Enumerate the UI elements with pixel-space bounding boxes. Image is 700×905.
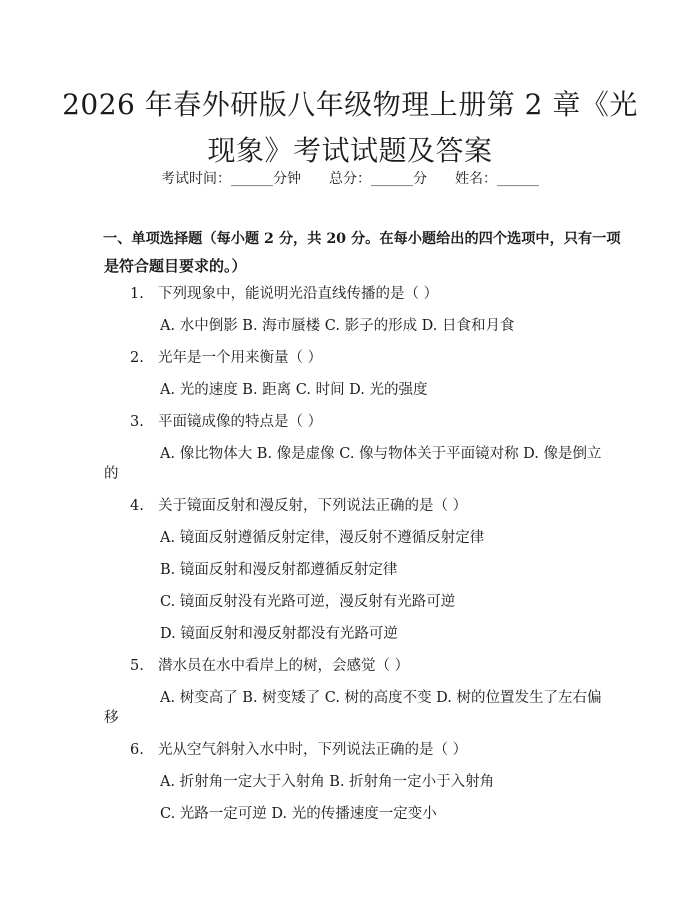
question-stem: 光从空气斜射入水中时，下列说法正确的是（ ） — [158, 742, 468, 758]
question-4-option-d: D. 镜面反射和漫反射都没有光路可逆 — [160, 626, 398, 642]
time-unit: 分钟 — [273, 171, 301, 187]
question-3-options-wrap: 的 — [104, 466, 119, 482]
exam-title — [60, 82, 640, 174]
question-number: 3. — [130, 414, 144, 430]
question-3-options: A. 像比物体大 B. 像是虚像 C. 像与物体关于平面镜对称 D. 像是倒立 — [160, 446, 602, 462]
question-4-option-c: C. 镜面反射没有光路可逆，漫反射有光路可逆 — [160, 594, 456, 610]
exam-meta — [0, 168, 700, 188]
section-heading-line-2: 是符合题目要求的。） — [104, 257, 247, 275]
question-5 — [130, 654, 409, 675]
score-label: 总分： — [329, 171, 371, 187]
score-unit: 分 — [413, 171, 427, 187]
question-6-options-ab: A. 折射角一定大于入射角 B. 折射角一定小于入射角 — [160, 774, 495, 790]
question-number: 1. — [130, 286, 144, 302]
question-1-options: A. 水中倒影 B. 海市蜃楼 C. 影子的形成 D. 日食和月食 — [160, 318, 515, 334]
score-blank: ______ — [371, 171, 413, 187]
question-number: 6. — [130, 742, 144, 758]
question-3 — [130, 410, 322, 431]
question-5-options: A. 树变高了 B. 树变矮了 C. 树的高度不变 D. 树的位置发生了左右偏 — [160, 690, 602, 706]
title-line-2: 现象》考试试题及答案 — [207, 134, 493, 167]
time-blank: ______ — [231, 171, 273, 187]
question-number: 5. — [130, 658, 144, 674]
question-number: 2. — [130, 350, 144, 366]
question-4 — [130, 494, 467, 515]
title-line-1: 2026 年春外研版八年级物理上册第 2 章《光 — [62, 88, 638, 121]
question-stem: 光年是一个用来衡量（ ） — [158, 350, 323, 366]
section-heading — [103, 228, 621, 277]
question-6-options-cd: C. 光路一定可逆 D. 光的传播速度一定变小 — [160, 806, 437, 822]
question-stem: 关于镜面反射和漫反射，下列说法正确的是（ ） — [158, 498, 468, 514]
question-4-option-b: B. 镜面反射和漫反射都遵循反射定律 — [160, 562, 398, 578]
question-1 — [130, 282, 438, 303]
time-label: 考试时间： — [161, 171, 231, 187]
name-blank: ______ — [497, 171, 539, 187]
question-2-options: A. 光的速度 B. 距离 C. 时间 D. 光的强度 — [160, 382, 428, 398]
question-5-options-wrap: 移 — [104, 710, 119, 726]
section-heading-line-1: 一、单项选择题（每小题 2 分，共 20 分。在每小题给出的四个选项中，只有一项 — [103, 231, 621, 247]
question-stem: 平面镜成像的特点是（ ） — [158, 414, 323, 430]
question-number: 4. — [130, 498, 144, 514]
name-label: 姓名： — [455, 171, 497, 187]
question-2 — [130, 346, 322, 367]
question-stem: 下列现象中，能说明光沿直线传播的是（ ） — [158, 286, 439, 302]
question-stem: 潜水员在水中看岸上的树，会感觉（ ） — [158, 658, 410, 674]
question-4-option-a: A. 镜面反射遵循反射定律，漫反射不遵循反射定律 — [160, 530, 485, 546]
question-6 — [130, 738, 467, 759]
